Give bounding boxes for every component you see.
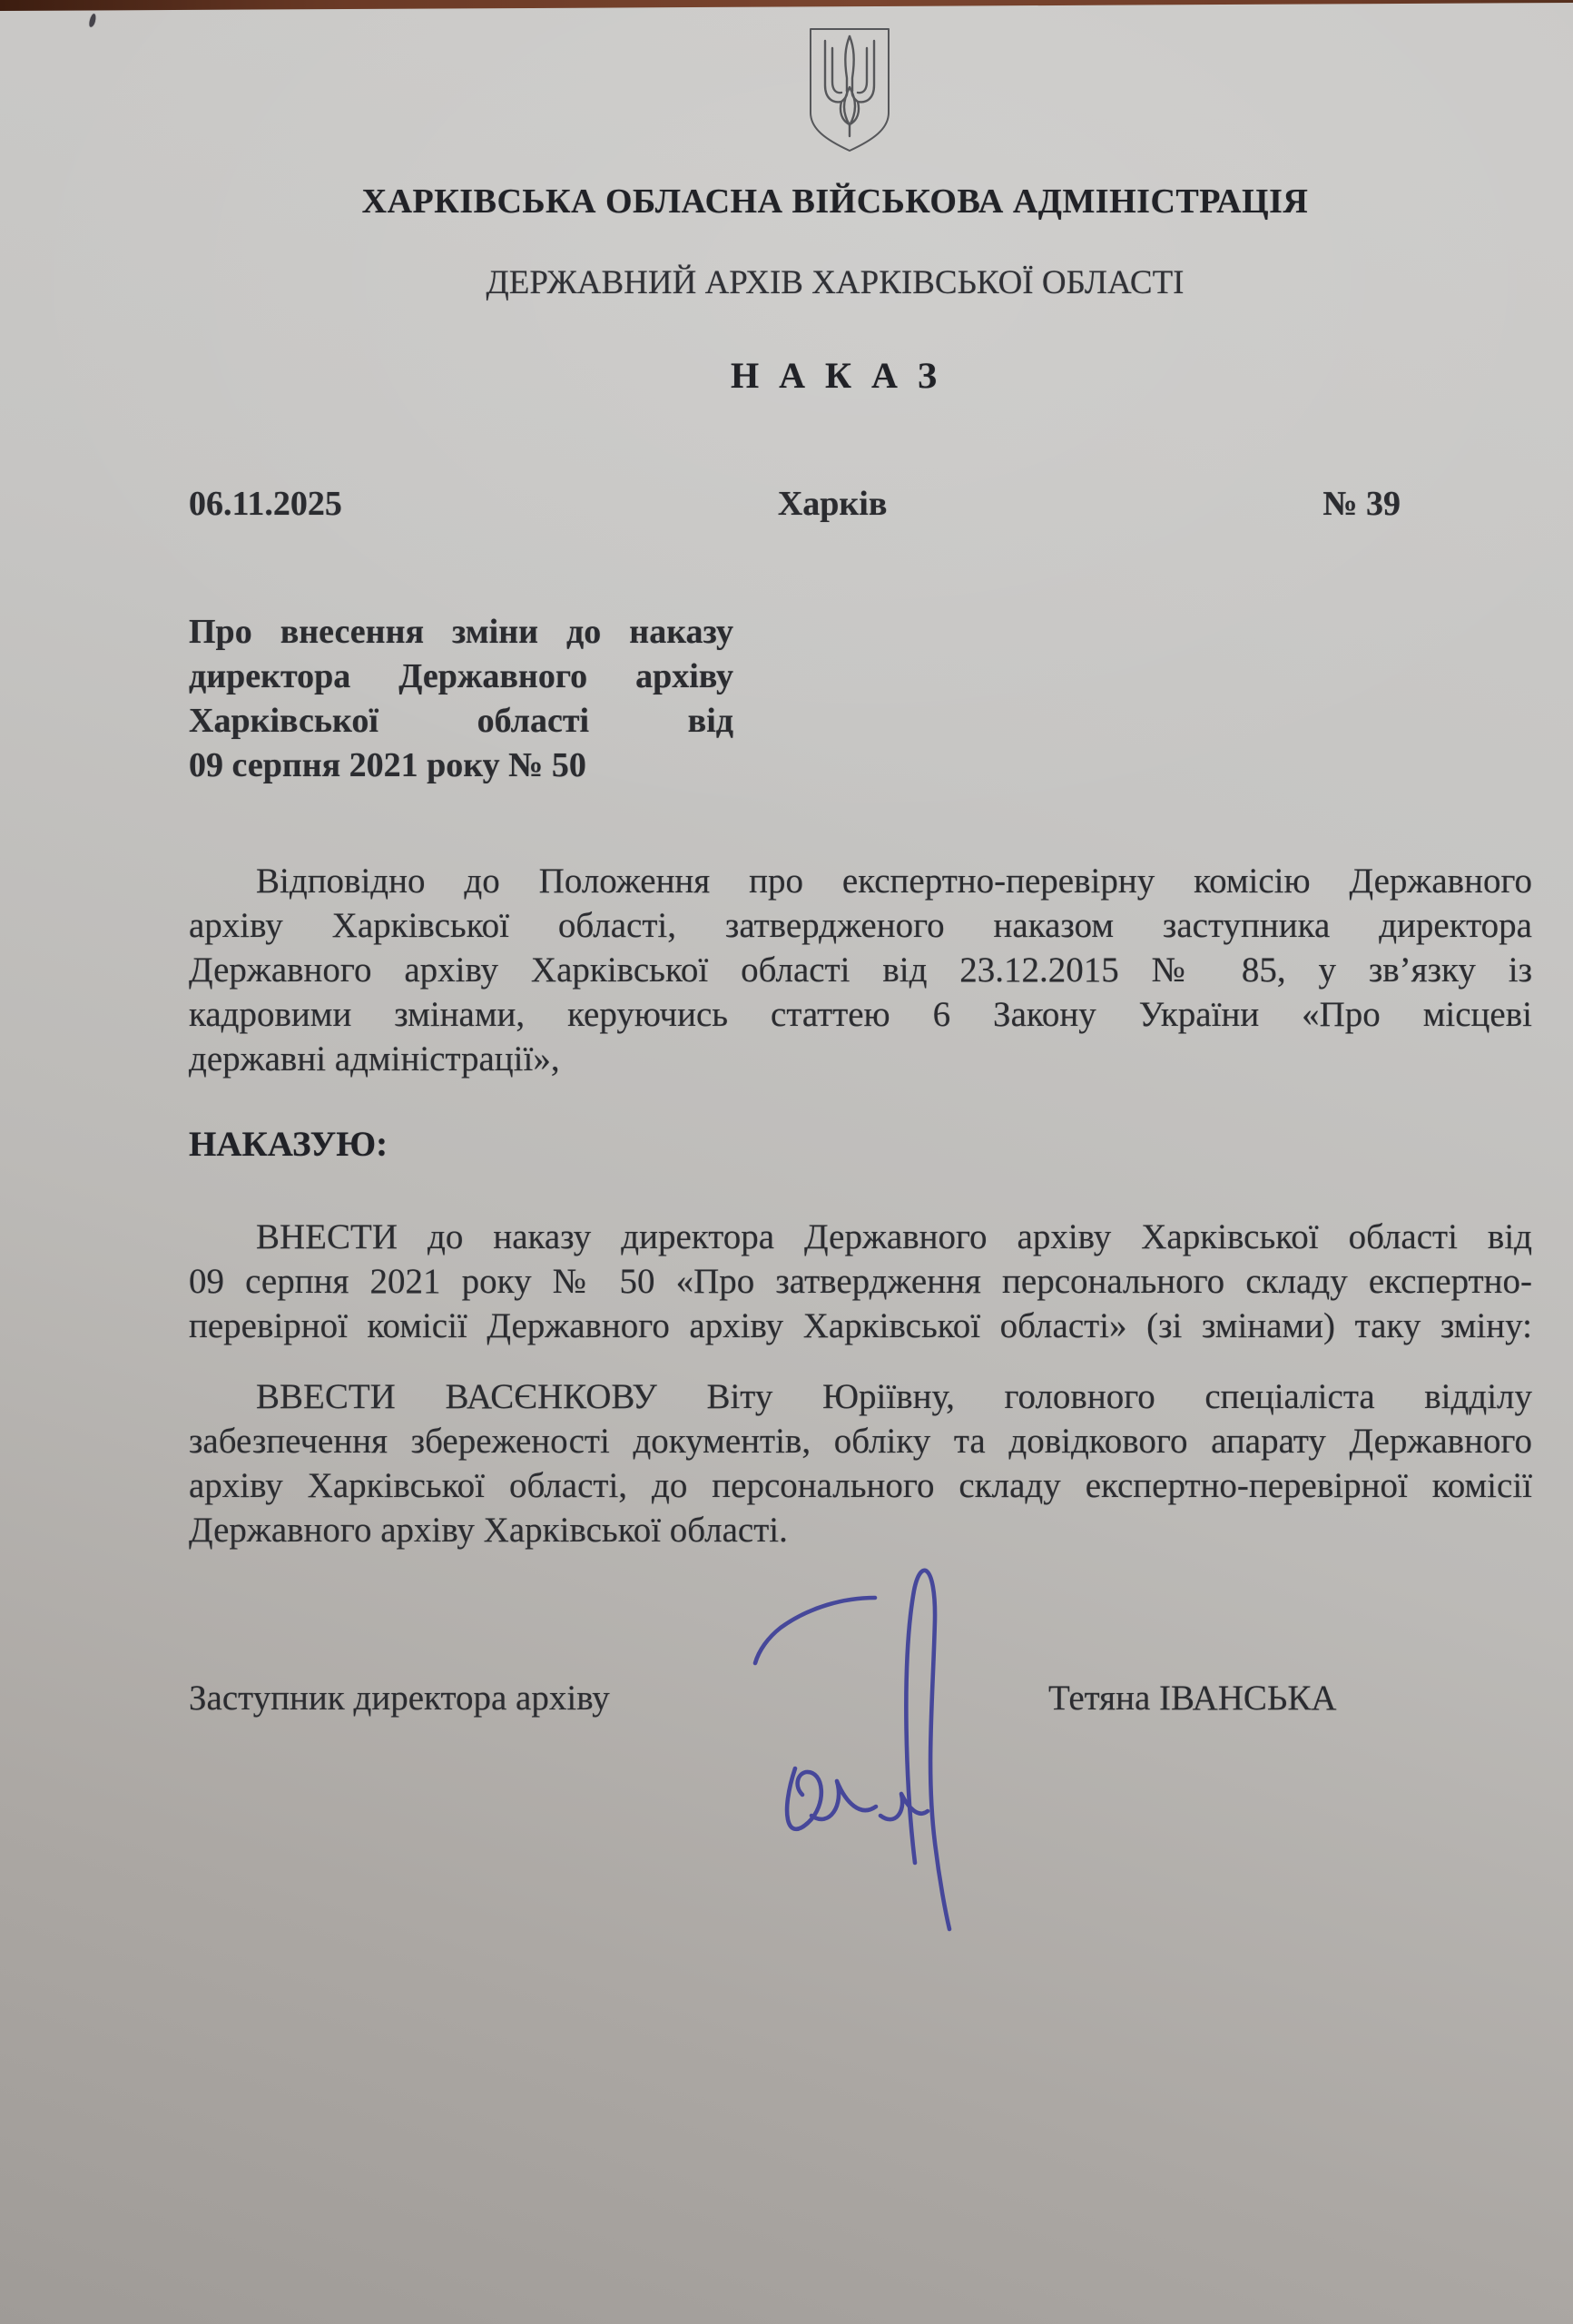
paragraph-line: державні адміністрації», [189, 1039, 560, 1078]
subject-line: Харківської області від [189, 702, 733, 740]
paragraph-line: перевірної комісії Державного архіву Харківської області» (зі змінами) таку зміну: [189, 1306, 1532, 1345]
subject-line: 09 серпня 2021 року № 50 [189, 746, 586, 784]
paragraph-line: ВВЕСТИ ВАСЄНКОВУ Віту Юріївну, головного спеціаліста відділу [256, 1377, 1532, 1416]
paragraph-line: Державного архіву Харківської області від 23.12.2015 № 85, у зв’язку із [189, 950, 1532, 990]
paragraph-line: 09 серпня 2021 року № 50 «Про затвердження персонального складу експертно- [189, 1262, 1532, 1301]
pen-mark [88, 13, 96, 27]
date-row [189, 484, 1401, 524]
handwritten-signature [708, 1543, 1071, 1934]
org-subname: ДЕРЖАВНИЙ АРХІВ ХАРКІВСЬКОЇ ОБЛАСТІ [486, 264, 1185, 301]
org-name: ХАРКІВСЬКА ОБЛАСНА ВІЙСЬКОВА АДМІНІСТРАЦІЯ [361, 182, 1309, 221]
signature-title: Заступник директора архіву [189, 1679, 610, 1718]
tryzub-emblem-icon [804, 25, 895, 154]
appointment-paragraph [189, 1374, 1532, 1552]
doc-city: Харків [777, 485, 888, 523]
table-edge-strip [0, 0, 1573, 11]
paragraph-line: кадровими змінами, керуючись статтею 6 Закону України «Про місцеві [189, 995, 1532, 1034]
doc-number: № 39 [1322, 485, 1401, 523]
paragraph-line: Державного архіву Харківської області. [189, 1511, 788, 1550]
doc-type-title: Н А К А З [730, 355, 939, 396]
signature-name: Тетяна ІВАНСЬКА [1048, 1679, 1337, 1718]
subject-line: директора Державного архіву [189, 657, 733, 695]
paragraph-line: архіву Харківської області, затвердженого наказом заступника директора [189, 906, 1532, 945]
doc-date: 06.11.2025 [189, 485, 342, 523]
subject-block [189, 610, 733, 788]
preamble-paragraph [189, 859, 1532, 1081]
subject-line: Про внесення зміни до наказу [189, 613, 733, 651]
paragraph-line: архіву Харківської області, до персонального складу експертно-перевірної комісії [189, 1466, 1532, 1505]
decree-word: НАКАЗУЮ: [189, 1125, 388, 1164]
paragraph-line: Відповідно до Положення про експертно-перевірну комісію Державного [256, 862, 1532, 901]
paragraph-line: ВНЕСТИ до наказу директора Державного архіву Харківської області від [256, 1217, 1532, 1256]
paragraph-line: забезпечення збереженості документів, обліку та довідкового апарату Державного [189, 1422, 1532, 1461]
order-paragraph [189, 1215, 1532, 1348]
